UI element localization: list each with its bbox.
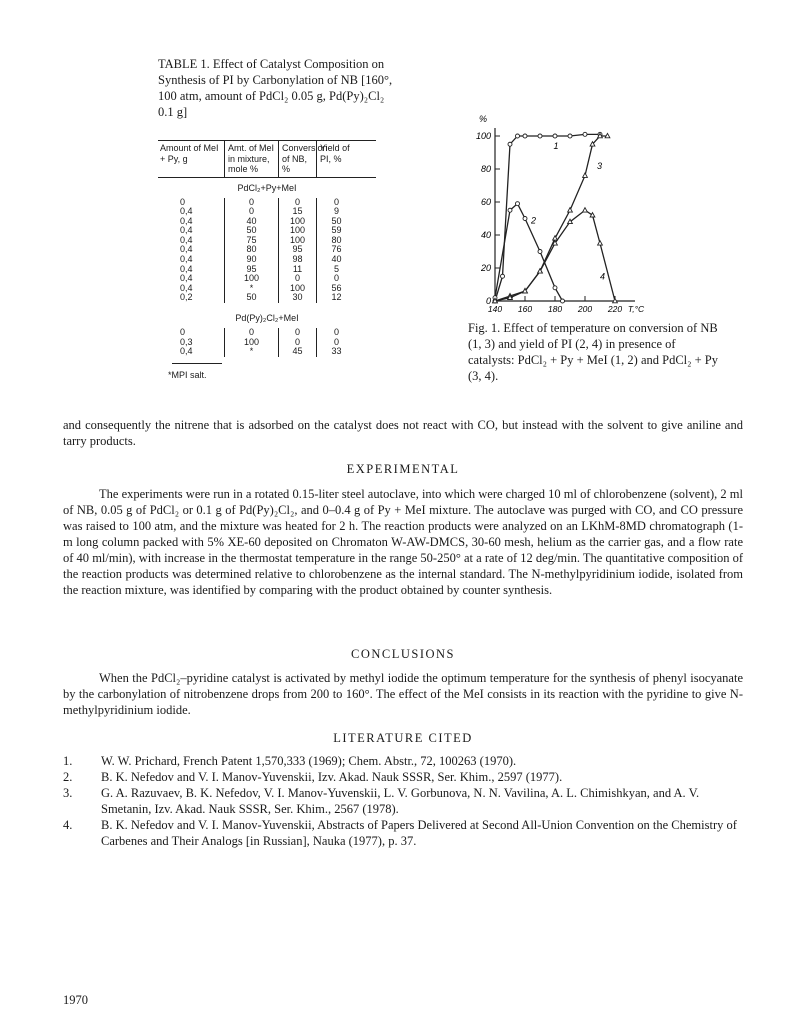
reference-text: B. K. Nefedov and V. I. Manov-Yuvenskii, Abstracts of Papers Delivered at Second All-Union Convention on the Chemistry of Carbenes and Their Analogs [in Russian], Nauka (1977), p. 37. xyxy=(101,818,737,848)
series-label: 3 xyxy=(597,161,603,171)
data-point xyxy=(523,217,527,221)
table-cell: 0,4 xyxy=(180,244,193,255)
reference-item xyxy=(63,785,743,817)
table-cell: 0 xyxy=(180,196,186,207)
y-axis-label: % xyxy=(478,114,488,124)
table-cell: 100 xyxy=(278,236,316,246)
series-line xyxy=(495,134,603,301)
reference-list xyxy=(63,753,743,849)
table-header-cell: Yield of PI, % xyxy=(316,141,356,177)
reference-text: B. K. Nefedov and V. I. Manov-Yuvenskii, Izv. Akad. Nauk SSSR, Ser. Khim., 2597 (1977). xyxy=(101,770,563,784)
table-cell: 100 xyxy=(278,284,316,294)
section-heading-literature: LITERATURE CITED xyxy=(333,731,473,745)
reference-number: 1. xyxy=(63,754,73,768)
data-point xyxy=(568,134,572,138)
data-point xyxy=(553,134,557,138)
section-heading-conclusions: CONCLUSIONS xyxy=(350,647,455,661)
y-tick-label: 100 xyxy=(475,131,491,141)
reference-item xyxy=(63,769,743,785)
table-cell: 0,4 xyxy=(180,215,193,226)
data-point xyxy=(590,213,595,217)
table-cell: 76 xyxy=(316,245,356,255)
y-tick-label: 0 xyxy=(485,296,491,306)
y-tick-label: 40 xyxy=(480,230,491,240)
table-cell: 59 xyxy=(316,226,356,236)
reference-number: 3. xyxy=(63,786,73,800)
table-cell: 95 xyxy=(278,245,316,255)
data-point xyxy=(613,298,618,302)
table-cell: 0 xyxy=(278,198,316,208)
series-line xyxy=(495,136,608,301)
body-paragraph: When the PdCl₂–pyridine catalyst is activated by methyl iodide the optimum temperature for the synthesis of phenyl isocyanate by the carbonylation of nitrobenzene drops from 200 to 160°. The effect of the MeI consists in its reaction with the pyridine to give N-methylpyridinium iodide. xyxy=(63,671,743,717)
x-tick-label: 140 xyxy=(487,304,503,314)
table-cell: 80 xyxy=(224,245,278,255)
data-point xyxy=(553,286,557,290)
data-point xyxy=(583,208,588,212)
x-tick-label: 200 xyxy=(577,304,593,314)
table-cell: 0,4 xyxy=(180,225,193,236)
x-tick-label: 160 xyxy=(517,304,533,314)
series-label: 4 xyxy=(600,271,606,282)
data-table xyxy=(158,140,376,381)
body-paragraph: The experiments were run in a rotated 0.15-liter steel autoclave, into which were charged 10 ml of chlorobenzene (solvent), 2 ml of NB, 0.05 g of PdCl₂ or 0.1 g of Pd(Py)₂Cl₂, and 0–0.4 g of Py + MeI mixture. The autoclave was purged with CO, and CO pressure was raised to 100 atm, and the mixture was heated for 2 h. The reaction products were analyzed on an LKhM-8MD chromatograph (1-m long column packed with 5% XE-60 deposited on Chromaton W-AW-DMCS, 30-60 mesh, helium as the carrier gas, and a flow rate of 40 ml/min), with increase in the thermostat temperature in the range 50-250° at a rate of 12 deg/min. The quantitative composition of the reaction products was determined relative to chlorobenzene as the internal standard. The N-methylpyridinium iodide, isolated from the reaction mixture, was identified by comparing with the product obtained by counter synthesis. xyxy=(63,487,743,597)
reference-number: 4. xyxy=(63,818,73,832)
table-cell: 0 xyxy=(316,328,356,338)
table-cell: 0,4 xyxy=(180,273,193,284)
series-label: 2 xyxy=(531,215,537,226)
data-point xyxy=(561,299,565,303)
x-tick-label: 220 xyxy=(607,304,623,314)
table-cell: 50 xyxy=(316,217,356,227)
table-footnote: *MPI salt. xyxy=(168,369,207,380)
table-cell: 0,4 xyxy=(180,206,193,217)
temperature-chart xyxy=(445,108,645,320)
table-cell: 0,4 xyxy=(180,346,193,357)
table-cell: 12 xyxy=(316,293,356,303)
table-cell: 80 xyxy=(316,236,356,246)
data-point xyxy=(598,241,603,245)
data-point xyxy=(508,208,512,212)
table-cell: 9 xyxy=(316,207,356,217)
table-cell: * xyxy=(224,347,278,357)
table-cell: 56 xyxy=(316,284,356,294)
data-point xyxy=(568,208,573,212)
data-point xyxy=(523,134,527,138)
table-cell: 45 xyxy=(278,347,316,357)
table-cell: 0 xyxy=(278,274,316,284)
table-block xyxy=(158,328,376,357)
table-cell: 90 xyxy=(224,255,278,265)
data-point xyxy=(538,134,542,138)
series-label: 1 xyxy=(553,141,559,152)
data-point xyxy=(501,274,505,278)
body-paragraph: and consequently the nitrene that is adsorbed on the catalyst does not react with CO, but instead with the solvent to give aniline and tarry products. xyxy=(63,418,743,448)
table-cell: 95 xyxy=(224,265,278,275)
table-caption: TABLE 1. Effect of Catalyst Composition on Synthesis of PI by Carbonylation of NB [160°, 100 atm, amount of PdCl₂ 0.05 g, Pd(Py)₂Cl₂ 0.1 g] xyxy=(158,57,393,119)
table-cell: 0 xyxy=(180,327,186,338)
table-cell: 0,4 xyxy=(180,282,193,293)
data-point xyxy=(508,142,512,146)
data-point xyxy=(583,132,587,136)
table-cell: 5 xyxy=(316,265,356,275)
reference-item xyxy=(63,817,743,849)
table-cell: 0 xyxy=(224,207,278,217)
table-cell: 98 xyxy=(278,255,316,265)
table-cell: 0 xyxy=(278,328,316,338)
table-cell: 15 xyxy=(278,207,316,217)
table-cell: 75 xyxy=(224,236,278,246)
reference-text: G. A. Razuvaev, B. K. Nefedov, V. I. Manov-Yuvenskii, L. V. Gorbunova, N. N. Vavilina, A. L. Chimishkyan, and A. V. Smetanin, Izv. Akad. Nauk SSSR, Ser. Khim., 2567 (1978). xyxy=(101,786,700,816)
section-heading-experimental: EXPERIMENTAL xyxy=(346,462,460,476)
table-cell: 0 xyxy=(316,198,356,208)
table-cell: 100 xyxy=(224,338,278,348)
data-point xyxy=(583,173,588,177)
y-tick-label: 20 xyxy=(480,263,491,273)
table-cell: 0,2 xyxy=(180,292,193,303)
table-section-title: Pd(Py)₂Cl₂+MeI xyxy=(235,313,299,324)
table-cell: 0 xyxy=(224,328,278,338)
table-cell: 50 xyxy=(224,226,278,236)
table-cell: 0,3 xyxy=(180,336,193,347)
x-tick-label: 180 xyxy=(547,304,563,314)
data-point xyxy=(538,250,542,254)
data-point xyxy=(516,134,520,138)
data-point xyxy=(605,133,610,137)
page-number: 1970 xyxy=(63,993,88,1007)
y-tick-label: 80 xyxy=(480,164,491,174)
table-header-cell: Conversion of NB, % xyxy=(278,141,316,177)
table-cell: 30 xyxy=(278,293,316,303)
table-cell: * xyxy=(224,284,278,294)
figure-caption: Fig. 1. Effect of temperature on conversion of NB (1, 3) and yield of PI (2, 4) in presence of catalysts: PdCl₂ + Py + MeI (1, 2) and PdCl₂ + Py (3, 4). xyxy=(468,321,719,383)
table-cell: 0,4 xyxy=(180,254,193,265)
data-point xyxy=(516,202,520,206)
y-tick-label: 60 xyxy=(480,197,491,207)
table-header-cell: Amt. of MeI in mixture, mole % xyxy=(224,141,278,177)
table-cell: 50 xyxy=(224,293,278,303)
table-cell: 100 xyxy=(278,217,316,227)
table-cell: 100 xyxy=(278,226,316,236)
table-cell: 0 xyxy=(316,274,356,284)
table-cell: 0 xyxy=(316,338,356,348)
table-cell: 0 xyxy=(224,198,278,208)
reference-text: W. W. Prichard, French Patent 1,570,333 (1969); Chem. Abstr., 72, 100263 (1970). xyxy=(101,754,517,768)
reference-item xyxy=(63,753,743,769)
table-cell: 100 xyxy=(224,274,278,284)
table-cell: 11 xyxy=(278,265,316,275)
table-cell: 0,4 xyxy=(180,263,193,274)
reference-number: 2. xyxy=(63,770,73,784)
table-cell: 40 xyxy=(316,255,356,265)
table-section-title: PdCl₂+Py+MeI xyxy=(237,182,297,193)
table-cell: 40 xyxy=(224,217,278,227)
table-cell: 0 xyxy=(278,338,316,348)
x-axis-label: T,°C xyxy=(627,304,645,314)
table-cell: 0,4 xyxy=(180,234,193,245)
table-block xyxy=(158,198,376,304)
table-header-row xyxy=(158,141,376,177)
table-header-cell: Amount of MeI + Py, g xyxy=(160,143,219,164)
table-cell: 33 xyxy=(316,347,356,357)
